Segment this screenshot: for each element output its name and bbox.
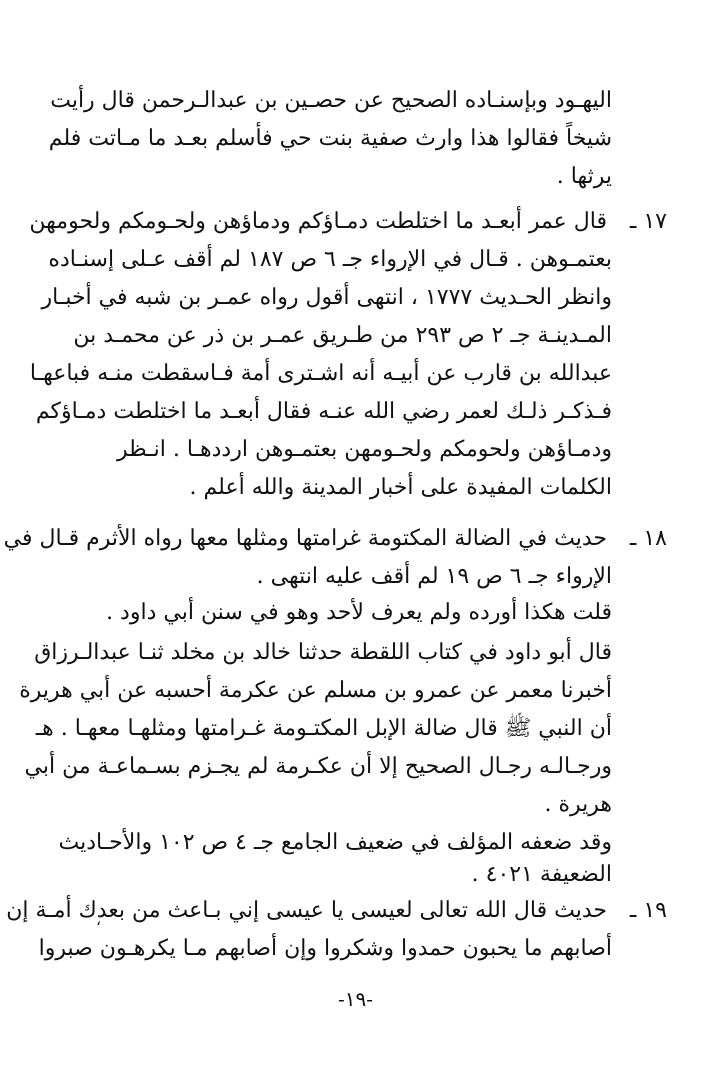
entry-19-line: حديث قال الله تعالى لعيسى يا عيسى إني بـاعث من بعدك أمـة إن: [6, 898, 607, 923]
entry-18-line: الإرواء جـ ٦ ص ١٩ لم أقف عليه انتهى .: [256, 564, 612, 589]
entry-number-18: ١٨ ـ: [629, 526, 667, 551]
intro-line: اليهـود وبإسنـاده الصحيح عن حصـين بن عبدالـرحمن قال رأيت: [50, 88, 612, 113]
entry-number-19: ١٩ ـ: [629, 898, 667, 923]
entry-17-line: فـذكـر ذلـك لعمر رضي الله عنـه فقال أبعـد ما اختلطت دمـاؤكم: [35, 399, 612, 424]
entry-17-line: الكلمات المفيدة على أخبار المدينة والله أعلم .: [189, 475, 612, 500]
entry-17-line: وانظر الحـديث ١٧٧٧ ، انتهى أقول رواه عمـر بن شبه في أخبـار: [41, 285, 612, 310]
page-number: -١٩-: [337, 987, 373, 1011]
entry-17-line: قال عمر أبعـد ما اختلطت دمـاؤكم ودماؤهن ولحـومكم ولحومهن: [29, 209, 607, 234]
entry-17-line: المـدينـة جـ ٢ ص ٢٩٣ من طـريق عمـر بن ذر عن محمـد بن: [73, 323, 612, 348]
entry-17-line: ودمـاؤهن ولحومكم ولحـومهن بعتمـوهن ارددهـا . انـظر: [117, 437, 612, 462]
entry-18-line: ورجـالـه رجـال الصحيح إلا أن عكـرمة لم يجـزم بسـماعـة من أبي: [24, 754, 612, 779]
entry-18-line: أخبرنا معمر عن عمرو بن مسلم عن عكرمة أحسبه عن أبي هريرة: [19, 678, 612, 703]
entry-17-line: بعتمـوهن . قـال في الإرواء جـ ٦ ص ١٨٧ لم أقف عـلى إسنـاده: [48, 247, 612, 272]
entry-19-line: أصابهم ما يحبون حمدوا وشكروا وإن أصابهم مـا يكرهـون صبروا: [38, 936, 612, 961]
entry-18-line: أن النبي ﷺ قال ضالة الإبل المكتـومة غـرامتها ومثلهـا معهـا . هـ: [35, 716, 612, 741]
margin-mark: ‘: [96, 918, 102, 937]
intro-line: شيخاً فقالوا هذا وارث صفية بنت حي فأسلم بعـد ما مـاتت فلم: [48, 126, 612, 151]
entry-17-line: عبدالله بن قارب عن أبيـه أنه اشـترى أمة فـاسقطت منـه فباعهـا: [29, 361, 612, 386]
entry-18-line: الضعيفة ٤٠٢١ .: [471, 862, 612, 887]
entry-number-17: ١٧ ـ: [629, 209, 667, 234]
entry-18-line: قلت هكذا أورده ولم يعرف لأحد وهو في سنن أبي داود .: [106, 600, 612, 625]
entry-18-line: هريرة .: [544, 792, 612, 817]
intro-line: يرثها .: [556, 164, 612, 189]
entry-18-line: قال أبو داود في كتاب اللقطة حدثنا خالد بن مخلد ثنـا عبدالـرزاق: [34, 640, 612, 665]
entry-18-line: حديث في الضالة المكتومة غرامتها ومثلها معها رواه الأثرم قـال في: [3, 526, 607, 551]
entry-18-line: وقد ضعفه المؤلف في ضعيف الجامع جـ ٤ ص ١٠٢ والأحـاديث: [58, 830, 612, 855]
